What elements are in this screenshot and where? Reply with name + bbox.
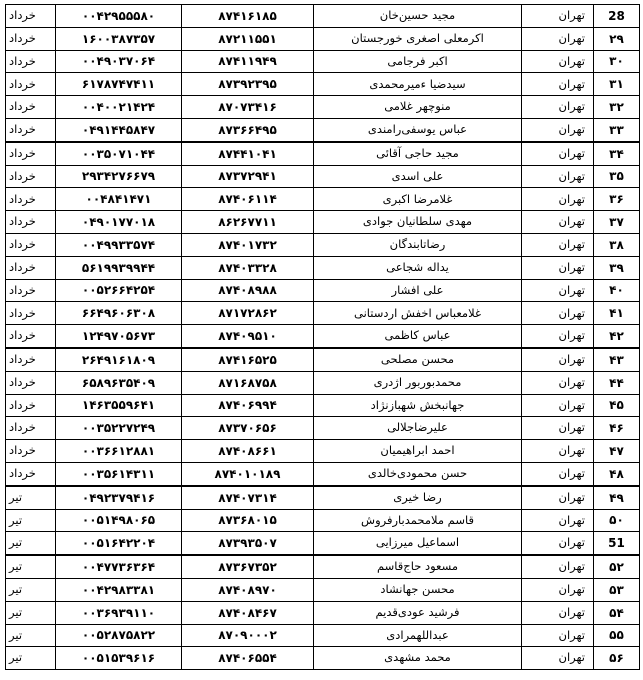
row-number-cell: ۵۶: [594, 647, 640, 670]
table-row: [6, 279, 640, 302]
table-row: [6, 624, 640, 647]
phone-cell: ۸۷۴۰۷۳۱۴: [182, 486, 314, 509]
contacts-table: [5, 4, 640, 670]
city-cell: تهران: [522, 5, 594, 28]
mobile-cell: ۰۰۴۷۷۳۶۳۶۴: [56, 555, 182, 578]
name-cell: مهدی سلطانیان جوادی: [314, 211, 522, 234]
city-cell: تهران: [522, 462, 594, 485]
row-number-cell: ۵۵: [594, 624, 640, 647]
table-row: [6, 486, 640, 509]
table-row: [6, 509, 640, 532]
name-cell: علی افشار: [314, 279, 522, 302]
city-cell: تهران: [522, 50, 594, 73]
mobile-cell: ۰۰۵۲۶۶۴۲۵۴: [56, 279, 182, 302]
row-number-cell: ۵۰: [594, 509, 640, 532]
city-cell: تهران: [522, 233, 594, 256]
mobile-cell: ۰۰۵۱۶۴۲۲۰۴: [56, 532, 182, 555]
city-cell: تهران: [522, 27, 594, 50]
phone-cell: ۸۷۴۴۱۰۴۱: [182, 142, 314, 165]
table-row: [6, 371, 640, 394]
name-cell: غلامعباس اخفش اردستانی: [314, 302, 522, 325]
city-cell: تهران: [522, 165, 594, 188]
city-cell: تهران: [522, 348, 594, 371]
name-cell: مجید حسین‌خان: [314, 5, 522, 28]
phone-cell: ۸۷۲۱۱۵۵۱: [182, 27, 314, 50]
city-cell: تهران: [522, 417, 594, 440]
table-row: [6, 73, 640, 96]
phone-cell: ۸۷۳۹۳۵۰۷: [182, 532, 314, 555]
mobile-cell: ۶۵۸۹۶۳۵۴۰۹: [56, 371, 182, 394]
name-cell: غلامرضا اکبری: [314, 188, 522, 211]
row-number-cell: ۴۶: [594, 417, 640, 440]
month-cell: خرداد: [6, 462, 56, 485]
row-number-cell: ۴۹: [594, 486, 640, 509]
row-number-cell: ۴۵: [594, 394, 640, 417]
phone-cell: ۸۷۳۶۷۳۵۲: [182, 555, 314, 578]
city-cell: تهران: [522, 532, 594, 555]
phone-cell: ۸۷۴۰۸۹۸۸: [182, 279, 314, 302]
row-number-cell: 28: [594, 5, 640, 28]
row-number-cell: ۴۰: [594, 279, 640, 302]
phone-cell: ۸۷۴۰۸۶۶۱: [182, 440, 314, 463]
name-cell: منوچهر غلامی: [314, 96, 522, 119]
table-row: [6, 96, 640, 119]
table-row: [6, 325, 640, 348]
phone-cell: ۸۷۴۰۶۱۱۴: [182, 188, 314, 211]
phone-cell: ۸۶۲۶۷۷۱۱: [182, 211, 314, 234]
month-cell: خرداد: [6, 233, 56, 256]
row-number-cell: ۵۳: [594, 578, 640, 601]
table-row: [6, 532, 640, 555]
table-row: [6, 142, 640, 165]
row-number-cell: ۳۹: [594, 256, 640, 279]
name-cell: مجید حاجی آقائی: [314, 142, 522, 165]
mobile-cell: ۰۰۴۲۹۵۵۵۸۰: [56, 5, 182, 28]
city-cell: تهران: [522, 302, 594, 325]
row-number-cell: ۴۸: [594, 462, 640, 485]
row-number-cell: ۳۵: [594, 165, 640, 188]
month-cell: تیر: [6, 555, 56, 578]
row-number-cell: ۳۸: [594, 233, 640, 256]
mobile-cell: ۰۰۳۵۲۲۷۲۴۹: [56, 417, 182, 440]
month-cell: خرداد: [6, 188, 56, 211]
name-cell: رضاتابندگان: [314, 233, 522, 256]
table-row: [6, 233, 640, 256]
mobile-cell: ۶۶۴۹۶۰۶۳۰۸: [56, 302, 182, 325]
table-row: [6, 440, 640, 463]
month-cell: خرداد: [6, 348, 56, 371]
month-cell: تیر: [6, 647, 56, 670]
row-number-cell: ۳۰: [594, 50, 640, 73]
name-cell: اکرمعلی اصغری خورجستان: [314, 27, 522, 50]
month-cell: خرداد: [6, 118, 56, 141]
month-cell: خرداد: [6, 27, 56, 50]
city-cell: تهران: [522, 325, 594, 348]
row-number-cell: ۵۲: [594, 555, 640, 578]
table-row: [6, 601, 640, 624]
month-cell: خرداد: [6, 440, 56, 463]
mobile-cell: ۰۰۳۵۶۱۴۳۱۱: [56, 462, 182, 485]
phone-cell: ۸۷۰۹۰۰۰۲: [182, 624, 314, 647]
name-cell: عباس کاظمی: [314, 325, 522, 348]
city-cell: تهران: [522, 96, 594, 119]
city-cell: تهران: [522, 509, 594, 532]
city-cell: تهران: [522, 371, 594, 394]
phone-cell: ۸۷۴۰۸۴۶۷: [182, 601, 314, 624]
table-row: [6, 211, 640, 234]
row-number-cell: ۳۶: [594, 188, 640, 211]
mobile-cell: ۰۰۴۹۹۳۳۵۷۴: [56, 233, 182, 256]
phone-cell: ۸۷۴۰۹۵۱۰: [182, 325, 314, 348]
city-cell: تهران: [522, 647, 594, 670]
mobile-cell: ۲۹۳۴۲۷۶۶۷۹: [56, 165, 182, 188]
table-row: [6, 417, 640, 440]
table-row: [6, 50, 640, 73]
table-row: [6, 462, 640, 485]
table-row: [6, 27, 640, 50]
row-number-cell: ۵۴: [594, 601, 640, 624]
row-number-cell: ۴۴: [594, 371, 640, 394]
table-row: [6, 165, 640, 188]
name-cell: فرشید عودی‌قدیم: [314, 601, 522, 624]
city-cell: تهران: [522, 578, 594, 601]
name-cell: احمد ابراهیمیان: [314, 440, 522, 463]
month-cell: خرداد: [6, 165, 56, 188]
city-cell: تهران: [522, 555, 594, 578]
row-number-cell: ۳۷: [594, 211, 640, 234]
phone-cell: ۸۷۴۰۸۹۷۰: [182, 578, 314, 601]
month-cell: تیر: [6, 601, 56, 624]
phone-cell: ۸۷۴۰۱۷۳۲: [182, 233, 314, 256]
name-cell: علی اسدی: [314, 165, 522, 188]
row-number-cell: ۴۷: [594, 440, 640, 463]
mobile-cell: ۰۰۵۲۸۷۵۸۲۲: [56, 624, 182, 647]
name-cell: علیرضاجلالی: [314, 417, 522, 440]
row-number-cell: ۳۱: [594, 73, 640, 96]
month-cell: خرداد: [6, 142, 56, 165]
name-cell: محسن مصلحی: [314, 348, 522, 371]
name-cell: یداله شجاعی: [314, 256, 522, 279]
row-number-cell: ۳۴: [594, 142, 640, 165]
phone-cell: ۸۷۳۶۸۰۱۵: [182, 509, 314, 532]
month-cell: تیر: [6, 486, 56, 509]
name-cell: قاسم ملامحمدبارفروش: [314, 509, 522, 532]
row-number-cell: 51: [594, 532, 640, 555]
month-cell: خرداد: [6, 5, 56, 28]
phone-cell: ۸۷۴۱۶۱۸۵: [182, 5, 314, 28]
month-cell: خرداد: [6, 96, 56, 119]
phone-cell: ۸۷۳۷۲۹۴۱: [182, 165, 314, 188]
phone-cell: ۸۷۴۰۱۰۱۸۹: [182, 462, 314, 485]
month-cell: خرداد: [6, 302, 56, 325]
table-row: [6, 302, 640, 325]
phone-cell: ۸۷۴۰۶۵۵۴: [182, 647, 314, 670]
table-row: [6, 647, 640, 670]
month-cell: خرداد: [6, 211, 56, 234]
month-cell: تیر: [6, 578, 56, 601]
phone-cell: ۸۷۴۱۶۵۲۵: [182, 348, 314, 371]
mobile-cell: ۰۰۳۶۶۱۲۸۸۱: [56, 440, 182, 463]
month-cell: خرداد: [6, 279, 56, 302]
city-cell: تهران: [522, 279, 594, 302]
mobile-cell: ۰۰۵۱۵۳۹۶۱۶: [56, 647, 182, 670]
phone-cell: ۸۷۳۹۲۳۹۵: [182, 73, 314, 96]
name-cell: عباس یوسفی‌رامندی: [314, 118, 522, 141]
mobile-cell: ۶۱۷۸۷۴۷۴۱۱: [56, 73, 182, 96]
name-cell: سیدضیا ءمیرمحمدی: [314, 73, 522, 96]
name-cell: عبداللهمرادی: [314, 624, 522, 647]
name-cell: حسن محمودی‌خالدی: [314, 462, 522, 485]
city-cell: تهران: [522, 188, 594, 211]
table-row: [6, 394, 640, 417]
row-number-cell: ۳۲: [594, 96, 640, 119]
row-number-cell: ۳۳: [594, 118, 640, 141]
name-cell: محمد مشهدی: [314, 647, 522, 670]
month-cell: خرداد: [6, 394, 56, 417]
name-cell: اسماعیل میرزایی: [314, 532, 522, 555]
mobile-cell: ۰۴۹۲۳۷۹۴۱۶: [56, 486, 182, 509]
city-cell: تهران: [522, 118, 594, 141]
mobile-cell: ۲۶۴۹۱۶۱۸۰۹: [56, 348, 182, 371]
city-cell: تهران: [522, 256, 594, 279]
city-cell: تهران: [522, 624, 594, 647]
name-cell: محمدبوربور اژدری: [314, 371, 522, 394]
month-cell: خرداد: [6, 325, 56, 348]
phone-cell: ۸۷۱۷۲۸۶۲: [182, 302, 314, 325]
mobile-cell: ۰۰۴۸۴۱۴۷۱: [56, 188, 182, 211]
phone-cell: ۸۷۴۰۶۹۹۴: [182, 394, 314, 417]
mobile-cell: ۱۶۰۰۳۸۷۳۵۷: [56, 27, 182, 50]
month-cell: تیر: [6, 624, 56, 647]
month-cell: تیر: [6, 509, 56, 532]
phone-cell: ۸۷۳۶۶۴۹۵: [182, 118, 314, 141]
row-number-cell: ۲۹: [594, 27, 640, 50]
mobile-cell: ۰۴۹۱۴۴۵۸۴۷: [56, 118, 182, 141]
city-cell: تهران: [522, 73, 594, 96]
name-cell: جهانبخش شهبازنژاد: [314, 394, 522, 417]
city-cell: تهران: [522, 211, 594, 234]
phone-cell: ۸۷۳۷۰۶۵۶: [182, 417, 314, 440]
mobile-cell: ۰۰۴۹۰۳۷۰۶۴: [56, 50, 182, 73]
table-row: [6, 118, 640, 141]
month-cell: خرداد: [6, 371, 56, 394]
row-number-cell: ۴۲: [594, 325, 640, 348]
phone-cell: ۸۷۰۷۳۴۱۶: [182, 96, 314, 119]
table-row: [6, 188, 640, 211]
mobile-cell: ۰۰۴۲۹۸۳۳۸۱: [56, 578, 182, 601]
city-cell: تهران: [522, 601, 594, 624]
month-cell: خرداد: [6, 256, 56, 279]
mobile-cell: ۰۰۴۰۰۲۱۴۲۴: [56, 96, 182, 119]
phone-cell: ۸۷۴۱۱۹۴۹: [182, 50, 314, 73]
month-cell: تیر: [6, 532, 56, 555]
city-cell: تهران: [522, 394, 594, 417]
name-cell: رضا خیری: [314, 486, 522, 509]
month-cell: خرداد: [6, 73, 56, 96]
name-cell: مسعود حاج‌قاسم: [314, 555, 522, 578]
mobile-cell: ۰۴۹۰۱۷۷۰۱۸: [56, 211, 182, 234]
mobile-cell: ۵۶۱۹۹۳۹۹۴۴: [56, 256, 182, 279]
name-cell: اکبر فرجامی: [314, 50, 522, 73]
mobile-cell: ۰۰۵۱۴۹۸۰۶۵: [56, 509, 182, 532]
table-row: [6, 555, 640, 578]
row-number-cell: ۴۱: [594, 302, 640, 325]
table-row: [6, 348, 640, 371]
mobile-cell: ۱۴۶۳۵۵۹۶۴۱: [56, 394, 182, 417]
table-row: [6, 578, 640, 601]
phone-cell: ۸۷۱۶۸۷۵۸: [182, 371, 314, 394]
mobile-cell: ۰۰۳۵۰۷۱۰۴۴: [56, 142, 182, 165]
table-row: [6, 5, 640, 28]
phone-cell: ۸۷۴۰۳۳۲۸: [182, 256, 314, 279]
name-cell: محسن جهانشاد: [314, 578, 522, 601]
table-row: [6, 256, 640, 279]
month-cell: خرداد: [6, 50, 56, 73]
mobile-cell: ۰۰۳۶۹۳۹۱۱۰: [56, 601, 182, 624]
city-cell: تهران: [522, 142, 594, 165]
city-cell: تهران: [522, 486, 594, 509]
month-cell: خرداد: [6, 417, 56, 440]
row-number-cell: ۴۳: [594, 348, 640, 371]
city-cell: تهران: [522, 440, 594, 463]
mobile-cell: ۱۲۴۹۷۰۵۶۷۳: [56, 325, 182, 348]
